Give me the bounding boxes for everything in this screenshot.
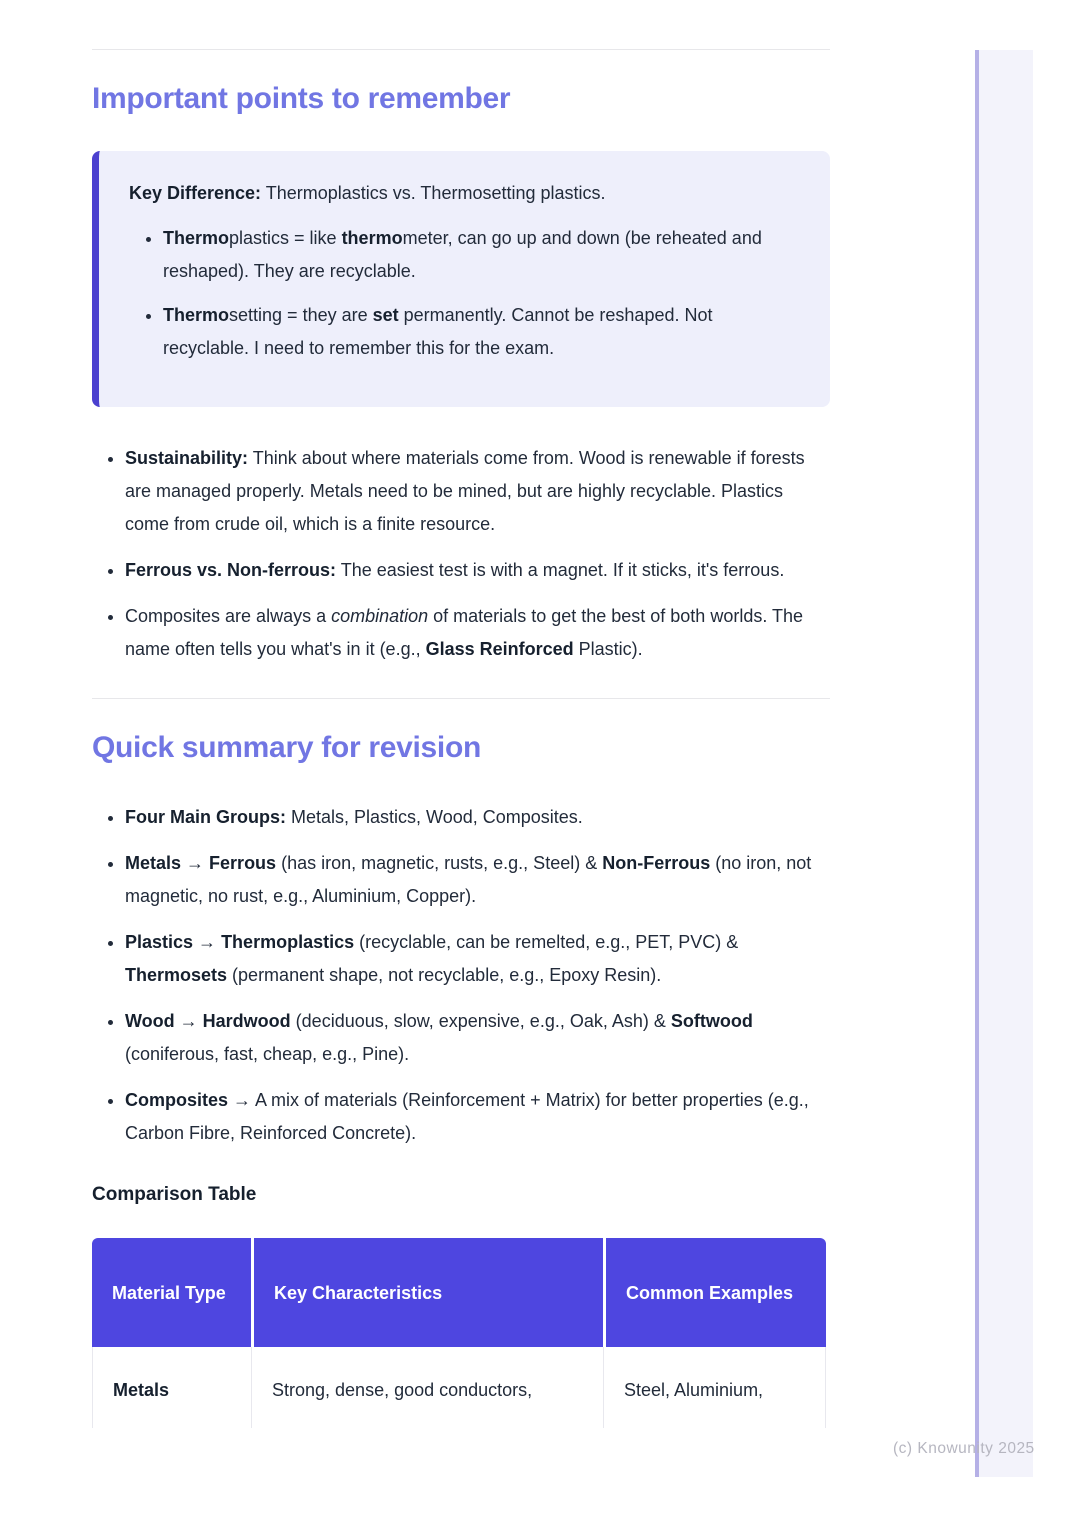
list-item: • Ferrous vs. Non-ferrous: The easiest test is with a magnet. If it sticks, it's ferrous.	[125, 554, 830, 587]
column-header-material-type: Material Type	[92, 1238, 251, 1347]
list-item: • Plastics → Thermoplastics (recyclable, can be remelted, e.g., PET, PVC) & Thermosets (permanent shape, not recyclable, e.g., Epoxy Resin).	[125, 926, 830, 992]
quick-summary-list	[92, 801, 830, 1150]
list-item: • Thermosetting = they are set permanently. Cannot be reshaped. Not recyclable. I need to remember this for the exam.	[163, 299, 796, 365]
document-content	[92, 0, 830, 1428]
column-header-common-examples: Common Examples	[603, 1238, 826, 1347]
column-header-key-characteristics: Key Characteristics	[251, 1238, 603, 1347]
comparison-table-heading: Comparison Table	[92, 1184, 257, 1205]
section-divider	[92, 698, 830, 699]
comparison-table	[92, 1238, 826, 1428]
list-item: • Composites are always a combination of materials to get the best of both worlds. The name often tells you what's in it (e.g., Glass Reinforced Plastic).	[125, 600, 830, 666]
watermark: (c) Knowunity 2025	[893, 1440, 1035, 1457]
key-difference-callout	[92, 151, 830, 407]
cell-key-characteristics: Strong, dense, good conductors,	[251, 1347, 603, 1428]
top-divider	[92, 49, 830, 50]
list-item: • Thermoplastics = like thermometer, can go up and down (be reheated and reshaped). They are recyclable.	[163, 222, 796, 288]
table-row	[92, 1347, 826, 1428]
callout-intro: Key Difference: Thermoplastics vs. Thermosetting plastics.	[129, 183, 606, 203]
list-item: • Four Main Groups: Metals, Plastics, Wood, Composites.	[125, 801, 830, 834]
section-title-quick-summary: Quick summary for revision	[92, 731, 482, 764]
cell-common-examples: Steel, Aluminium,	[603, 1347, 826, 1428]
list-item: • Metals → Ferrous (has iron, magnetic, rusts, e.g., Steel) & Non-Ferrous (no iron, not magnetic, no rust, e.g., Aluminium, Copper).	[125, 847, 830, 913]
list-item: • Composites → A mix of materials (Reinforcement + Matrix) for better properties (e.g., Carbon Fibre, Reinforced Concrete).	[125, 1084, 830, 1150]
section-title-important-points: Important points to remember	[92, 82, 511, 115]
page-edge-panel	[979, 50, 1033, 1477]
comparison-table-header	[92, 1238, 826, 1347]
callout-bullet-list	[129, 222, 796, 365]
list-item: • Wood → Hardwood (deciduous, slow, expensive, e.g., Oak, Ash) & Softwood (coniferous, fast, cheap, e.g., Pine).	[125, 1005, 830, 1071]
cell-material-type: Metals	[92, 1347, 251, 1428]
important-points-list	[92, 442, 830, 666]
list-item: • Sustainability: Think about where materials come from. Wood is renewable if forests are managed properly. Metals need to be mined, but are highly recyclable. Plastics come from crude oil, which is a finite resource.	[125, 442, 830, 541]
